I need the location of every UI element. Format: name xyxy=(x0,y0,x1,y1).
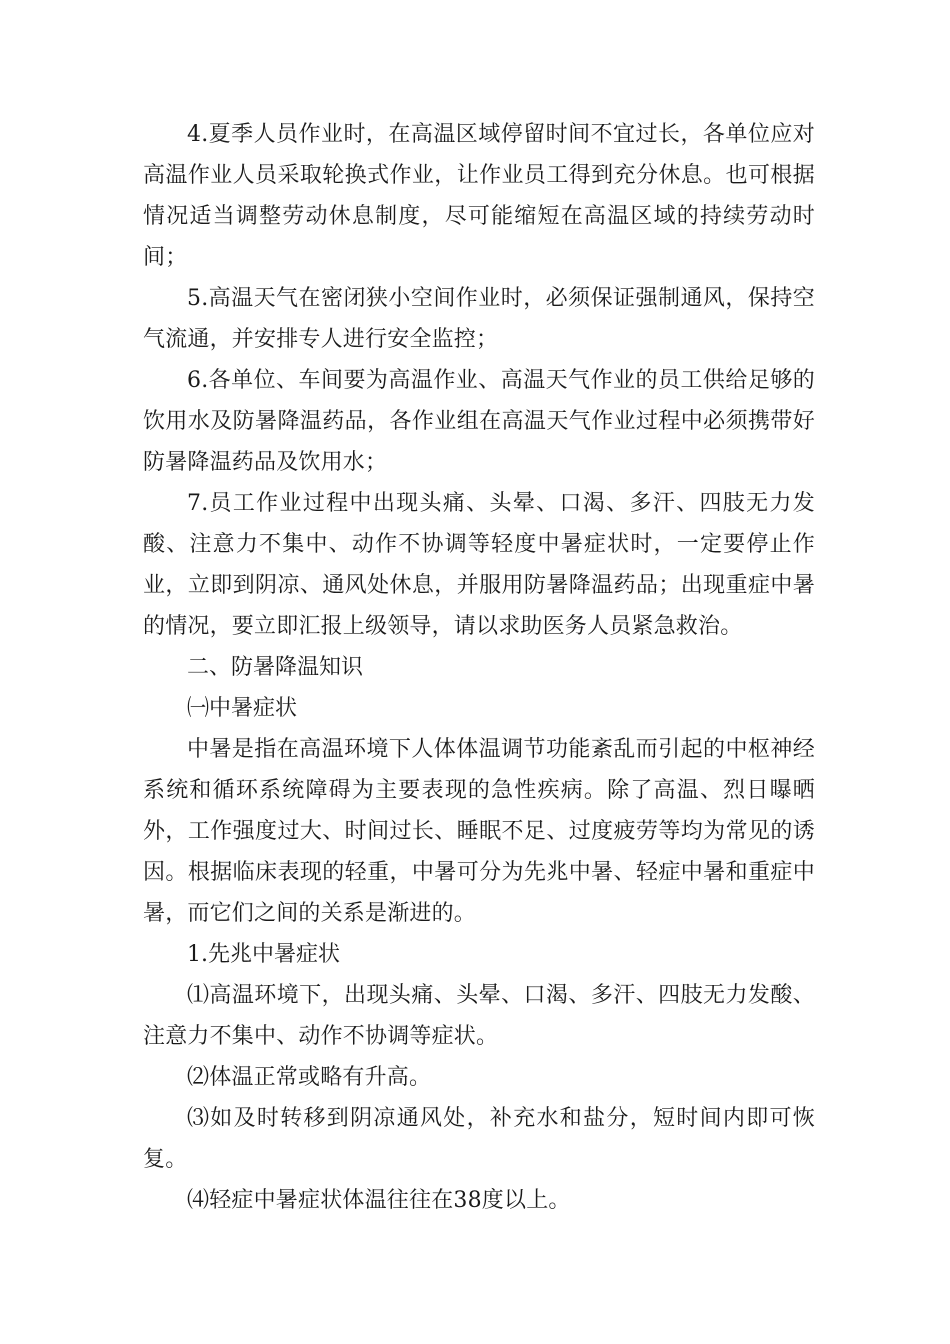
subsection-heading: ㈠中暑症状 xyxy=(187,696,298,721)
paragraph-item-4: 4.夏季人员作业时，在高温区域停留时间不宜过长，各单位应对高温作业人员采取轮换式作业，让作业员工得到充分休息。也可根据情况适当调整劳动休息制度，尽可能缩短在高温区域的持续劳动时间； xyxy=(143,122,815,270)
paragraph-item-6: 6.各单位、车间要为高温作业、高温天气作业的员工供给足够的饮用水及防暑降温药品，各作业组在高温天气作业过程中必须携带好防暑降温药品及饮用水； xyxy=(143,368,815,475)
subsubsection-heading: 1.先兆中暑症状 xyxy=(187,942,340,967)
document-body xyxy=(143,114,815,1221)
section-heading: 二、防暑降温知识 xyxy=(187,655,364,680)
paragraph-heatstroke-definition: 中暑是指在高温环境下人体体温调节功能紊乱而引起的中枢神经系统和循环系统障碍为主要表现的急性疾病。除了高温、烈日曝晒外，工作强度过大、时间过长、睡眠不足、过度疲劳等均为常见的诱因。根据临床表现的轻重，中暑可分为先兆中暑、轻症中暑和重症中暑，而它们之间的关系是渐进的。 xyxy=(143,737,815,926)
paragraph-item-5: 5.高温天气在密闭狭小空间作业时，必须保证强制通风，保持空气流通，并安排专人进行安全监控； xyxy=(143,286,815,352)
paragraph-item-7: 7.员工作业过程中出现头痛、头晕、口渴、多汗、四肢无力发酸、注意力不集中、动作不协调等轻度中暑症状时，一定要停止作业，立即到阴凉、通风处休息，并服用防暑降温药品；出现重症中暑的情况，要立即汇报上级领导，请以求助医务人员紧急救治。 xyxy=(143,491,815,639)
symptom-item-2: ⑵体温正常或略有升高。 xyxy=(187,1065,432,1090)
symptom-item-3: ⑶如及时转移到阴凉通风处，补充水和盐分，短时间内即可恢复。 xyxy=(143,1106,815,1172)
symptom-item-4: ⑷轻症中暑症状体温往往在38度以上。 xyxy=(187,1188,571,1213)
symptom-item-1: ⑴高温环境下，出现头痛、头晕、口渴、多汗、四肢无力发酸、注意力不集中、动作不协调等症状。 xyxy=(143,983,815,1049)
